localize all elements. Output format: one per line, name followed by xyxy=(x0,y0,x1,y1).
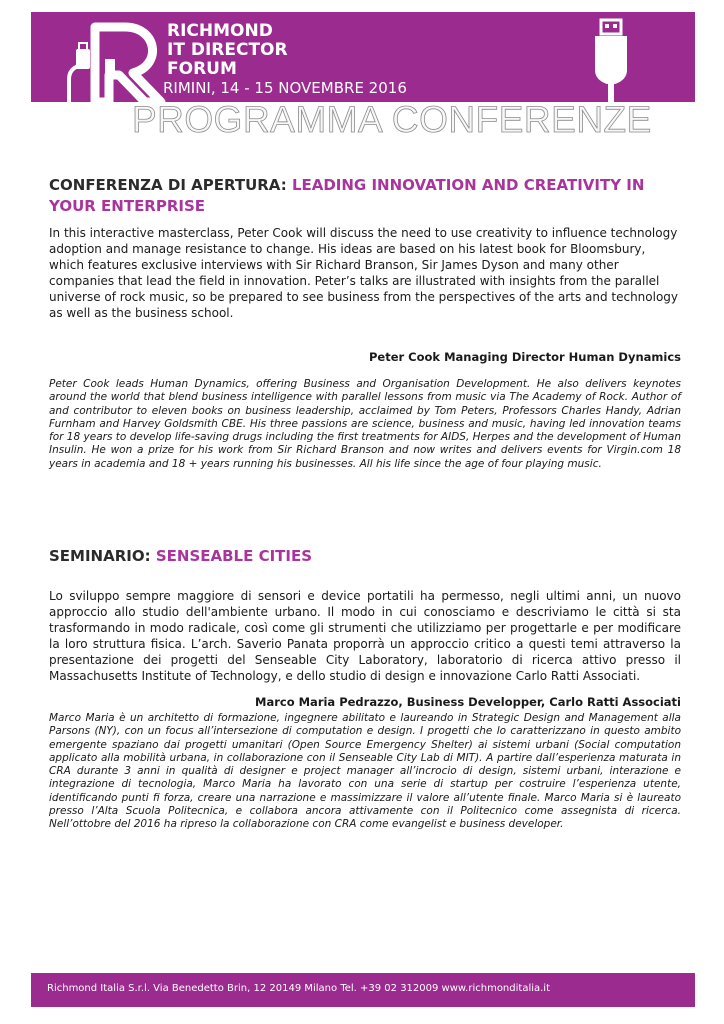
richmond-r-logo-icon xyxy=(59,19,169,102)
section-topic: SENSEABLE CITIES xyxy=(155,547,313,565)
opening-conference-body xyxy=(49,225,681,321)
footer-bar xyxy=(31,973,695,1007)
speaker-line xyxy=(49,695,681,709)
speaker-bio: Marco Maria è un architetto di formazione, ingegnere abilitato e laureando in Strategic Design and Management alla Parsons (NY), con un focus all’intersezione di computation e design. I progetti che lo caratterizzano in questo ambito emergente spaziano dai progetti umanitari (Open Source Emergency Shelter) ai sistemi urbani (Social computation applicato alla mobilità urbana, in collaborazione con il Senseable City Lab di MIT). A partire dall’esperienza maturata in CRA durante 3 anni in qualità di designer e project manager all’incrocio di design, sistemi urbani, interazione e integrazione di tecnologia, Marco Maria ha lavorato con una serie di startup per costruire l’esperienza utente, identificando punti fi forza, creare una narrazione e massimizzare il valore all’utente finale. Marco Maria si è laureato presso l’Alta Scuola Politecnica, e collabora ancora attivamente con il Politecnico come assegnista di ricerca. Nell’ottobre del 2016 ha ripreso la collaborazione con CRA come evangelist e business developer. xyxy=(49,712,681,831)
usb-plug-icon xyxy=(591,16,631,102)
seminar-section xyxy=(49,546,681,567)
section-topic: LEADING INNOVATION AND CREATIVITY IN YOUR ENTERPRISE xyxy=(49,176,645,215)
speaker-bio-block xyxy=(49,712,681,832)
programma-conferenze-heading: PROGRAMMA CONFERENZE xyxy=(132,99,652,140)
seminar-body xyxy=(49,588,681,684)
section-title xyxy=(49,546,681,567)
event-date: RIMINI, 14 - 15 NOVEMBRE 2016 xyxy=(163,79,407,97)
section-description: Lo sviluppo sempre maggiore di sensori e device portatili ha permesso, negli ultimi anni, un nuovo approccio allo studio dell'ambiente urbano. Il modo in cui conosciamo e descriviamo le città si sta trasformando in modo radicale, così come gli strumenti che utilizziamo per progettarle e per modificare la loro struttura fisica. L’arch. Saverio Panata proporrà un approccio critico a questi temi attraverso la presentazione dei progetti del Senseable City Laboratory, laboratorio di ricerca attivo presso il Massachusetts Institute of Technology, e dello studio di design e innovazione Carlo Ratti Associati. xyxy=(49,589,681,683)
footer-contact: Richmond Italia S.r.l. Via Benedetto Brin, 12 20149 Milano Tel. +39 02 312009 www.richmonditalia.it xyxy=(47,983,551,994)
speaker-name: Marco Maria Pedrazzo, Business Developper, Carlo Ratti Associati xyxy=(255,695,681,709)
section-label: SEMINARIO: xyxy=(49,547,151,565)
speaker-bio-block xyxy=(49,378,681,471)
speaker-line xyxy=(49,350,681,364)
section-label: CONFERENZA DI APERTURA: xyxy=(49,176,287,194)
forum-title-line-3: FORUM xyxy=(167,59,237,79)
section-description: In this interactive masterclass, Peter Cook will discuss the need to use creativity to influence technology adoption and manage resistance to change. His ideas are based on his latest book for Bloomsbury, which features exclusive interviews with Sir Richard Branson, Sir James Dyson and many other companies that lead the field in innovation. Peter’s talks are illustrated with insights from the parallel universe of rock music, so be prepared to see business from the perspectives of the arts and technology as well as the business school. xyxy=(49,226,679,320)
header-banner xyxy=(31,12,695,102)
opening-conference-section xyxy=(49,175,681,217)
section-title xyxy=(49,175,681,217)
speaker-name: Peter Cook Managing Director Human Dynamics xyxy=(368,350,681,364)
forum-title-line-2: IT DIRECTOR xyxy=(167,40,288,60)
speaker-bio: Peter Cook leads Human Dynamics, offering Business and Organisation Development. He also delivers keynotes around the world that blend business intelligence with parallel lessons from music via The Academy of Rock. Author of and contributor to eleven books on business leadership, acclaimed by Tom Peters, Professors Charles Handy, Adrian Furnham and Harvey Goldsmith CBE. His three passions are science, business and music, having led innovation teams for 18 years to develop life-saving drugs including the first treatments for AIDS, Herpes and the development of Human Insulin. He won a prize for his work from Sir Richard Branson and now writes and delivers events for Virgin.com 18 years in academia and 18 + years running his businesses. All his life since the age of four playing music. xyxy=(49,378,681,470)
forum-title xyxy=(167,22,288,79)
forum-title-line-1: RICHMOND xyxy=(167,21,273,41)
